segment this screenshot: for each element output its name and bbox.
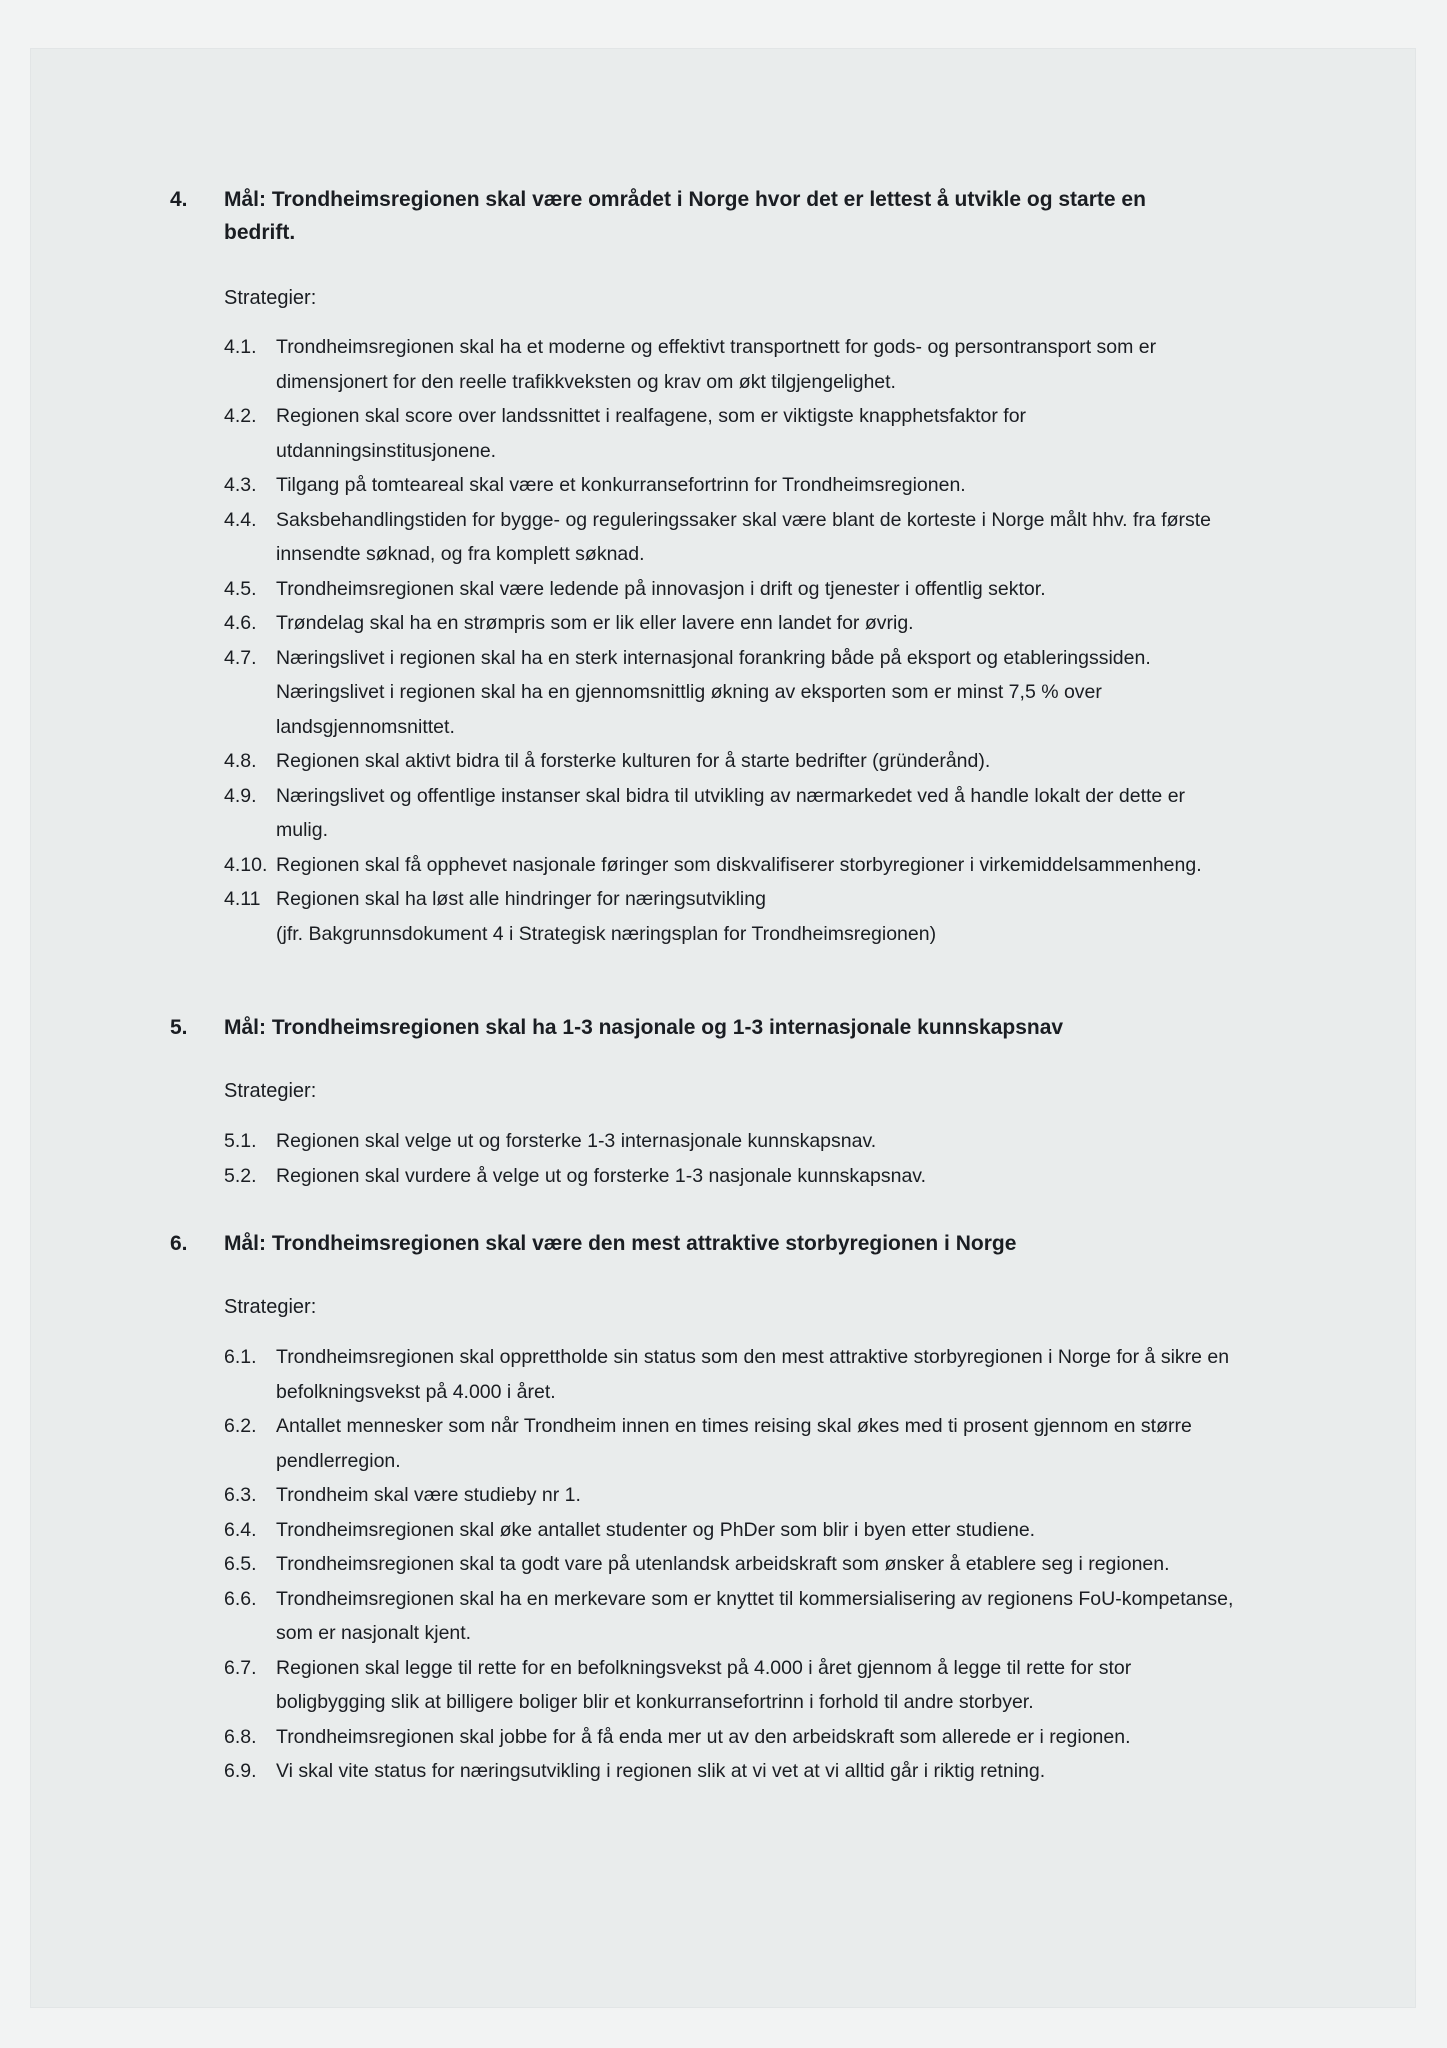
strategy-list [224, 1340, 1234, 1789]
item-text: Regionen skal aktivt bidra til å forsterke kulturen for å starte bedrifter (gründerånd). [276, 750, 991, 772]
item-text: Trondheimsregionen skal opprettholde sin status som den mest attraktive storbyregionen i Norge for å sikre en befolkningsvekst på 4.000 i året. [276, 1346, 1230, 1403]
item-number: 4.7. [224, 646, 257, 669]
item-number: 5.1. [224, 1130, 257, 1152]
item-number: 4.2. [224, 405, 257, 427]
item-text: Trondheimsregionen skal jobbe for å få enda mer ut av den arbeidskraft som allerede er i regionen. [276, 1725, 1131, 1748]
item-text: Antallet mennesker som når Trondheim innen en times reising skal økes med ti prosent gjennom en større pendlerregion. [276, 1415, 1192, 1472]
item-text: Trøndelag skal ha en strømpris som er lik eller lavere enn landet for øvrig. [276, 612, 914, 634]
goal-number: 6. [170, 1232, 188, 1255]
item-number: 6.6. [224, 1587, 257, 1610]
item-number: 4.4. [224, 508, 257, 531]
item-text: Regionen skal score over landssnittet i realfagene, som er viktigste knapphetsfaktor for utdanningsinstitusjonene. [276, 405, 1027, 462]
item-text: Regionen skal ha løst alle hindringer for næringsutvikling [276, 888, 766, 910]
item-number: 6.9. [224, 1760, 257, 1782]
item-text: Næringslivet og offentlige instanser skal bidra til utvikling av nærmarkedet ved å handle lokalt der dette er mulig. [276, 784, 1186, 841]
list-item [224, 1159, 1234, 1194]
list-item [224, 1340, 1234, 1409]
goal-title: Mål: Trondheimsregionen skal være området i Norge hvor det er lettest å utvikle og starte en bedrift. [224, 188, 1146, 244]
item-text: Regionen skal legge til rette for en befolkningsvekst på 4.000 i året gjennom å legge til rette for stor boligbygging slik at billigere boliger blir et konkurransefortrinn i forhold til andre storbyer. [276, 1656, 1132, 1713]
item-text: Trondheimsregionen skal ha et moderne og effektivt transportnett for gods- og persontransport som er dimensjonert for den reelle trafikkveksten og krav om økt tilgjengelighet. [276, 336, 1157, 393]
item-text: Regionen skal vurdere å velge ut og forsterke 1-3 nasjonale kunnskapsnav. [276, 1164, 927, 1187]
item-number: 4.6. [224, 612, 257, 634]
item-text: Regionen skal få opphevet nasjonale føringer som diskvalifiserer storbyregioner i virkemiddelsammenheng. [276, 853, 1202, 876]
item-number: 4.1. [224, 336, 257, 358]
item-number: 4.8. [224, 750, 257, 772]
item-text: Trondheim skal være studieby nr 1. [276, 1484, 581, 1506]
item-number: 4.10. [224, 853, 268, 876]
list-item [224, 572, 1234, 607]
item-number: 6.4. [224, 1518, 257, 1541]
item-number: 6.1. [224, 1346, 257, 1368]
item-text: Vi skal vite status for næringsutvikling i regionen slik at vi vet at vi alltid går i riktig retning. [276, 1760, 1046, 1782]
strategy-list [224, 330, 1234, 951]
list-item [224, 882, 1234, 951]
list-item [224, 606, 1234, 641]
list-item [224, 1754, 1234, 1789]
list-item [224, 330, 1234, 399]
strategies-label: Strategier: [224, 287, 317, 309]
list-item [224, 1124, 1234, 1159]
item-number: 6.5. [224, 1553, 257, 1575]
item-number: 6.7. [224, 1656, 257, 1679]
item-text: Tilgang på tomteareal skal være et konkurransefortrinn for Trondheimsregionen. [276, 474, 966, 496]
list-item [224, 1478, 1234, 1513]
item-text: Trondheimsregionen skal ha en merkevare som er knyttet til kommersialisering av regionens FoU-kompetanse, som er nasjonalt kjent. [276, 1587, 1234, 1644]
list-item [224, 1513, 1234, 1548]
item-number: 4.11 [224, 888, 261, 910]
list-item [224, 1582, 1234, 1651]
item-text: Trondheimsregionen skal være ledende på innovasjon i drift og tjenester i offentlig sektor. [276, 577, 1046, 600]
goal-number: 4. [170, 188, 188, 211]
item-text-reference: (jfr. Bakgrunnsdokument 4 i Strategisk næringsplan for Trondheimsregionen) [276, 922, 937, 945]
goal-number: 5. [170, 1016, 188, 1039]
goal-title: Mål: Trondheimsregionen skal være den mest attraktive storbyregionen i Norge [224, 1232, 1017, 1255]
item-text: Regionen skal velge ut og forsterke 1-3 internasjonale kunnskapsnav. [276, 1130, 877, 1152]
list-item [224, 1720, 1234, 1755]
item-text: Næringslivet i regionen skal ha en sterk internasjonal forankring både på eksport og etableringssiden. Næringslivet i regionen skal ha en gjennomsnittlig økning av eksporten som er minst 7,5 % over landsgjennomsnittet. [276, 646, 1151, 738]
list-item [224, 468, 1234, 503]
list-item [224, 1651, 1234, 1720]
item-number: 6.2. [224, 1415, 257, 1437]
strategies-label: Strategier: [224, 1080, 317, 1102]
item-number: 6.8. [224, 1725, 257, 1748]
list-item [224, 1409, 1234, 1478]
strategy-list [224, 1124, 1234, 1193]
item-number: 4.5. [224, 577, 257, 600]
list-item [224, 744, 1234, 779]
goal-title: Mål: Trondheimsregionen skal ha 1-3 nasjonale og 1-3 internasjonale kunnskapsnav [224, 1016, 1064, 1039]
list-item [224, 399, 1234, 468]
list-item [224, 641, 1234, 745]
item-number: 6.3. [224, 1484, 257, 1506]
list-item [224, 779, 1234, 848]
item-text: Saksbehandlingstiden for bygge- og reguleringssaker skal være blant de korteste i Norge målt hhv. fra første innsendte søknad, og fra komplett søknad. [276, 508, 1212, 565]
list-item [224, 848, 1234, 883]
item-number: 4.9. [224, 784, 257, 807]
item-text: Trondheimsregionen skal øke antallet studenter og PhDer som blir i byen etter studiene. [276, 1518, 1036, 1541]
list-item [224, 1547, 1234, 1582]
item-number: 5.2. [224, 1164, 257, 1187]
list-item [224, 503, 1234, 572]
item-number: 4.3. [224, 474, 257, 496]
strategies-label: Strategier: [224, 1296, 317, 1318]
item-text: Trondheimsregionen skal ta godt vare på utenlandsk arbeidskraft som ønsker å etablere seg i regionen. [276, 1553, 1170, 1575]
